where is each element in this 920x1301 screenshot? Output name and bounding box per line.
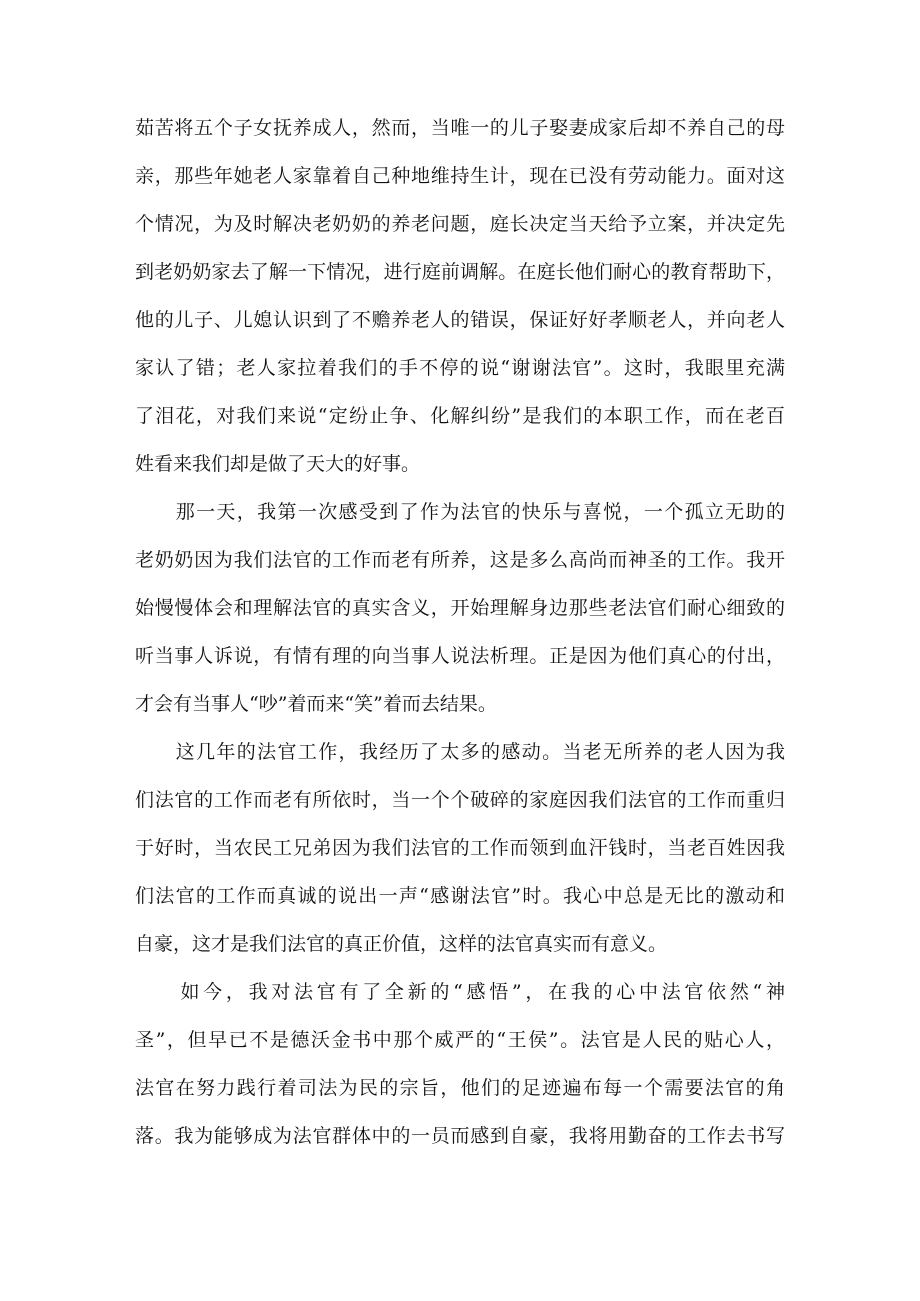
paragraph-2 [135,488,785,728]
text-line: 家认了错；老人家拉着我们的手不停的说“谢谢法官”。这时，我眼里充满 [135,357,785,379]
text-line: 听当事人诉说，有情有理的向当事人说法析理。正是因为他们真心的付出， [135,645,785,667]
text-line: 老奶奶因为我们法官的工作而老有所养，这是多么高尚而神圣的工作。我开 [135,549,785,571]
text-line: 才会有当事人“吵”着而来“笑”着而去结果。 [135,693,497,715]
paragraph-4 [135,968,785,1160]
text-line: 如今，我对法官有了全新的“感悟”，在我的心中法官依然“神 [135,981,785,1003]
text-line: 圣”，但早已不是德沃金书中那个威严的“王侯”。法官是人民的贴心人， [135,1029,785,1051]
paragraph-1 [135,104,785,488]
paragraph-3 [135,728,785,968]
text-line: 茹苦将五个子女抚养成人，然而，当唯一的儿子娶妻成家后却不养自己的母 [135,117,785,139]
text-line: 到老奶奶家去了解一下情况，进行庭前调解。在庭长他们耐心的教育帮助下， [135,261,785,283]
text-line: 于好时，当农民工兄弟因为我们法官的工作而领到血汗钱时，当老百姓因我 [135,837,785,859]
text-line: 落。我为能够成为法官群体中的一员而感到自豪，我将用勤奋的工作去书写 [135,1125,785,1147]
document-page [135,104,785,1160]
text-line: 法官在努力践行着司法为民的宗旨，他们的足迹遍布每一个需要法官的角 [135,1077,785,1099]
text-line: 那一天，我第一次感受到了作为法官的快乐与喜悦，一个孤立无助的 [135,501,785,523]
text-line: 个情况，为及时解决老奶奶的养老问题，庭长决定当天给予立案，并决定先 [135,213,785,235]
text-line: 自豪，这才是我们法官的真正价值，这样的法官真实而有意义。 [135,933,668,955]
text-line: 始慢慢体会和理解法官的真实含义，开始理解身边那些老法官们耐心细致的 [135,597,785,619]
text-line: 了泪花，对我们来说“定纷止争、化解纠纷”是我们的本职工作，而在老百 [135,405,785,427]
text-line: 这几年的法官工作，我经历了太多的感动。当老无所养的老人因为我 [135,741,785,763]
text-line: 他的儿子、儿媳认识到了不赡养老人的错误，保证好好孝顺老人，并向老人 [135,309,785,331]
text-line: 们法官的工作而真诚的说出一声“感谢法官”时。我心中总是无比的激动和 [135,885,785,907]
text-line: 亲，那些年她老人家靠着自己种地维持生计，现在已没有劳动能力。面对这 [135,165,785,187]
text-line: 姓看来我们却是做了天大的好事。 [135,453,421,475]
text-line: 们法官的工作而老有所依时，当一个个破碎的家庭因我们法官的工作而重归 [135,789,785,811]
